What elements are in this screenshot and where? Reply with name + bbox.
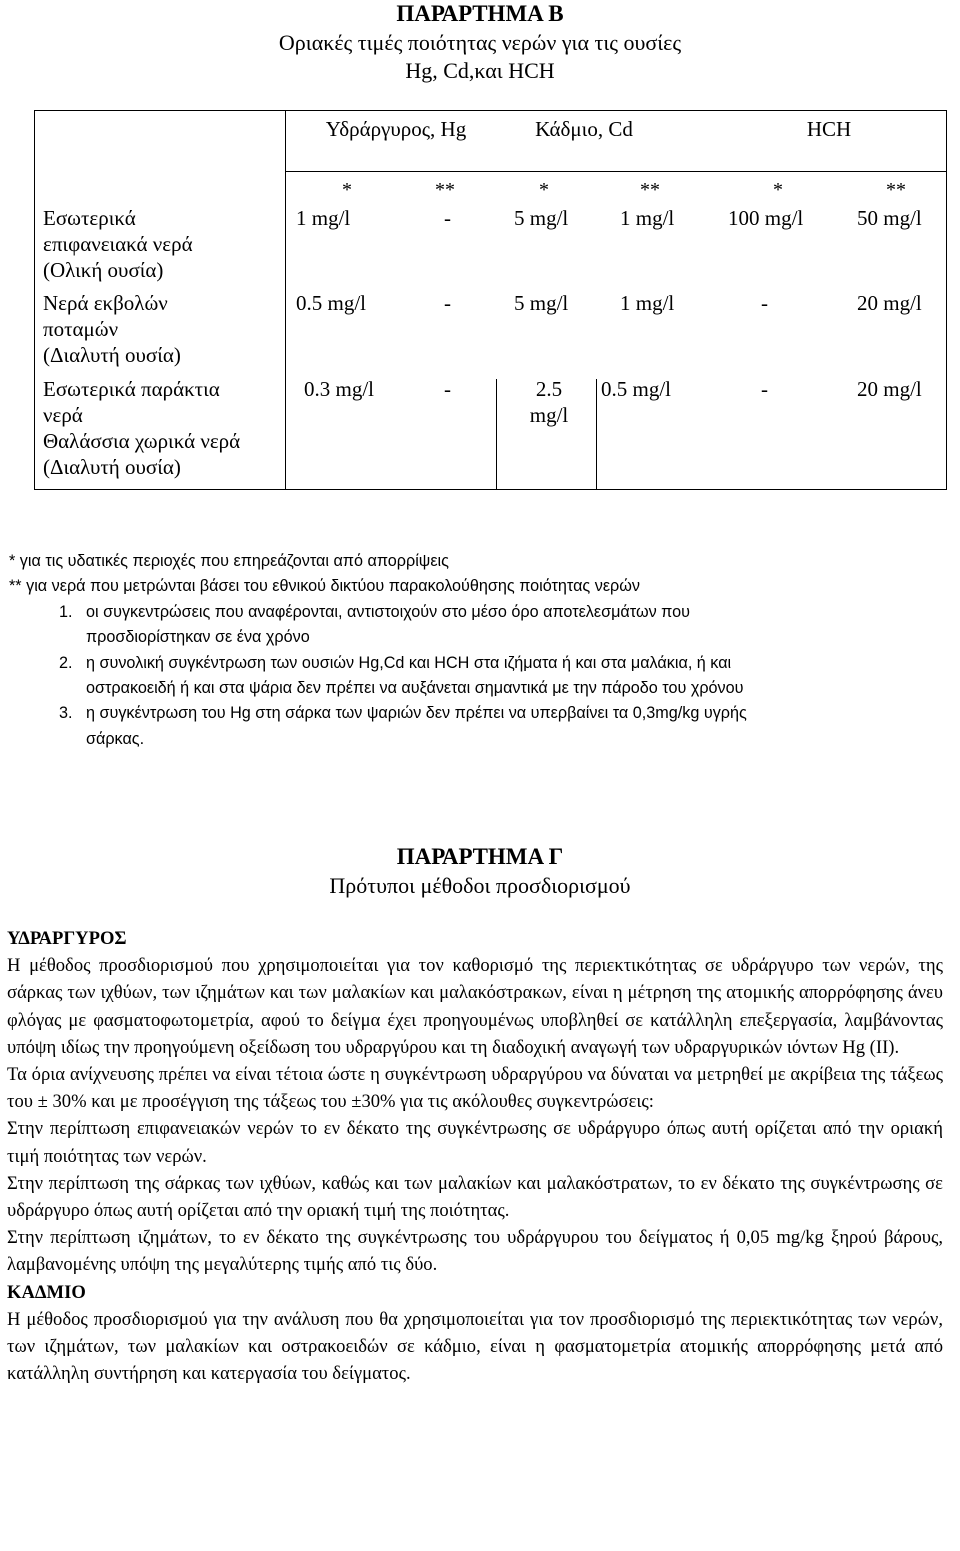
marker-cd-1: *: [539, 179, 549, 201]
table-border-left: [34, 110, 35, 490]
limits-table: [34, 110, 947, 490]
cadmium-heading: ΚΑΔΜΙΟ: [7, 1281, 86, 1303]
list-item: 3. η συγκέντρωση του Hg στη σάρκα των ψαριών δεν πρέπει να υπερβαίνει τα 0,3mg/kg υγρής σάρκας.: [59, 704, 747, 748]
annex-c-subtitle: Πρότυποι μέθοδοι προσδιορισμού: [329, 873, 631, 898]
table-header-divider: [285, 171, 947, 172]
cell-r2-cd-star: 5 mg/l: [514, 291, 569, 315]
cell-r1-hg-star: 1 mg/l: [296, 206, 351, 230]
note-double-star: ** για νερά που μετρώνται βάσει του εθνικού δικτύου παρακολούθησης ποιότητας νερών: [9, 577, 640, 596]
mercury-paragraph-1: Η μέθοδος προσδιορισμού που χρησιμοποιείται για τον καθορισμό της περιεκτικότητας σε υδράργυρο των νερών, της σάρκας των ιχθύων, των ιζημάτων και των μαλακίων και μαλακόστρακων, είναι η μέτρηση της ατομικής απορρόφησης άνευ φλόγας με φασματοφωτομετρία, αφού το δείγμα έχει προηγουμένως υποβληθεί σε κατάλληλη επεξεργασία, λαμβάνοντας υπόψη ιδίως την προηγούμενη οξείδωση του υδραργύρου και τη διαδοχική αναγωγή των υδραργυρικών ιόντων Hg (II).: [7, 955, 943, 1058]
annex-b-subtitle-line-2: Hg, Cd,και HCH: [405, 58, 555, 83]
mercury-heading: ΥΔΡΑΡΓΥΡΟΣ: [7, 928, 127, 949]
row-label-coastal-marine: Εσωτερικά παράκτια νερά Θαλάσσια χωρικά νερά (Διαλυτή ουσία): [43, 377, 241, 479]
cadmium-paragraph-1: Η μέθοδος προσδιορισμού για την ανάλυση που θα χρησιμοποιείται για τον προσδιορισμό της περιεκτικότητας των νερών, των ιζημάτων, των μαλακίων και οστρακοειδών σε κάδμιο, είναι η φασματομετρία ατομικής απορρόφησης μετά από κατάλληλη συντήρηση και κατεργασία του δείγματος.: [7, 1308, 943, 1385]
marker-hg-1: *: [342, 179, 352, 201]
header-hch: HCH: [806, 117, 852, 141]
table-divider-cd-1: [496, 379, 497, 490]
cell-r2-hch-dstar: 20 mg/l: [857, 291, 922, 315]
cell-r3-hch-star: -: [761, 377, 768, 401]
annex-b-subtitle: [0, 29, 960, 85]
mercury-paragraph-5: Στην περίπτωση ιζημάτων, το εν δέκατο της συγκέντρωσης του υδράργυρου του δείγματος ή 0,05 mg/kg ξηρού βάρους, λαμβανομένης υπόψη της μεγαλύτερης τιμής από τις δύο.: [7, 1227, 943, 1276]
table-border-right: [946, 110, 947, 490]
header-cadmium: Κάδμιο, Cd: [535, 117, 633, 141]
cell-r1-hch-dstar: 50 mg/l: [857, 206, 922, 230]
marker-hch-1: *: [773, 179, 783, 201]
cell-r2-cd-dstar: 1 mg/l: [620, 291, 675, 315]
cell-r3-hch-dstar: 20 mg/l: [857, 377, 922, 401]
table-border-bottom: [34, 489, 947, 490]
annex-c-title: ΠΑΡΑΡΤΗΜΑ Γ: [396, 844, 564, 869]
note-single-star: * για τις υδατικές περιοχές που επηρεάζονται από απορρίψεις: [9, 552, 449, 570]
cell-r1-cd-star: 5 mg/l: [514, 206, 569, 230]
marker-hch-2: **: [886, 179, 906, 201]
mercury-paragraph-2: Τα όρια ανίχνευσης πρέπει να είναι τέτοια ώστε η συγκέντρωση υδραργύρου να δύναται να μετρηθεί με ακρίβεια της τάξεως του ± 30% και με προσέγγιση της τάξεως του ±30% για τις ακόλουθες συγκεντρώσεις:: [7, 1064, 943, 1113]
cell-r1-cd-dstar: 1 mg/l: [620, 206, 675, 230]
cell-r3-cd-star: 2.5 mg/l: [529, 377, 569, 427]
mercury-paragraph-4: Στην περίπτωση της σάρκας των ιχθύων, καθώς και των μαλακίων και μαλακόστρατων, το εν δέκατο της συγκέντρωσης σε υδράργυρο όπως αυτή ορίζεται από την οριακή τιμή της ποιότητας.: [7, 1172, 943, 1222]
table-divider-label: [285, 110, 286, 490]
annex-b-subtitle-line-1: Οριακές τιμές ποιότητας νερών για τις ουσίες: [278, 30, 682, 55]
annex-b-title: ΠΑΡΑΡΤΗΜΑ Β: [396, 1, 564, 26]
cell-r2-hg-dstar: -: [444, 291, 451, 315]
marker-hg-2: **: [435, 179, 455, 201]
header-mercury: Υδράργυρος, Hg: [325, 117, 467, 141]
table-border-top: [34, 110, 947, 111]
row-label-inland-surface: Εσωτερικά επιφανειακά νερά (Ολική ουσία): [43, 206, 193, 282]
cell-r3-hg-dstar: -: [444, 377, 451, 401]
list-item: 2. η συνολική συγκέντρωση των ουσιών Hg,Cd και HCH στα ιζήματα ή και στα μαλάκια, ή και οστρακοειδή ή και στα ψάρια δεν πρέπει να αυξάνεται σημαντικά με την πάροδο του χρόνου: [59, 653, 744, 698]
cell-r2-hg-star: 0.5 mg/l: [296, 291, 367, 315]
cell-r3-hg-star: 0.3 mg/l: [304, 377, 375, 401]
table-notes: [9, 549, 949, 752]
table-divider-cd-2: [596, 379, 597, 490]
cell-r1-hch-star: 100 mg/l: [728, 206, 804, 230]
notes-list: [9, 600, 949, 752]
annex-c-body: [7, 925, 943, 1387]
cell-r3-cd-dstar: 0.5 mg/l: [601, 377, 672, 401]
marker-cd-2: **: [640, 179, 660, 201]
list-item: 1. οι συγκεντρώσεις που αναφέρονται, αντιστοιχούν στο μέσο όρο αποτελεσμάτων που προσδιορίστηκαν σε ένα χρόνο: [59, 602, 690, 647]
mercury-paragraph-3: Στην περίπτωση επιφανειακών νερών το εν δέκατο της συγκέντρωσης σε υδράργυρο όπως αυτή ορίζεται από την οριακή τιμή ποιότητας των νερών.: [7, 1118, 943, 1167]
row-label-estuary: Νερά εκβολών ποταμών (Διαλυτή ουσία): [43, 291, 181, 367]
cell-r1-hg-dstar: -: [444, 206, 451, 230]
cell-r2-hch-star: -: [761, 291, 768, 315]
